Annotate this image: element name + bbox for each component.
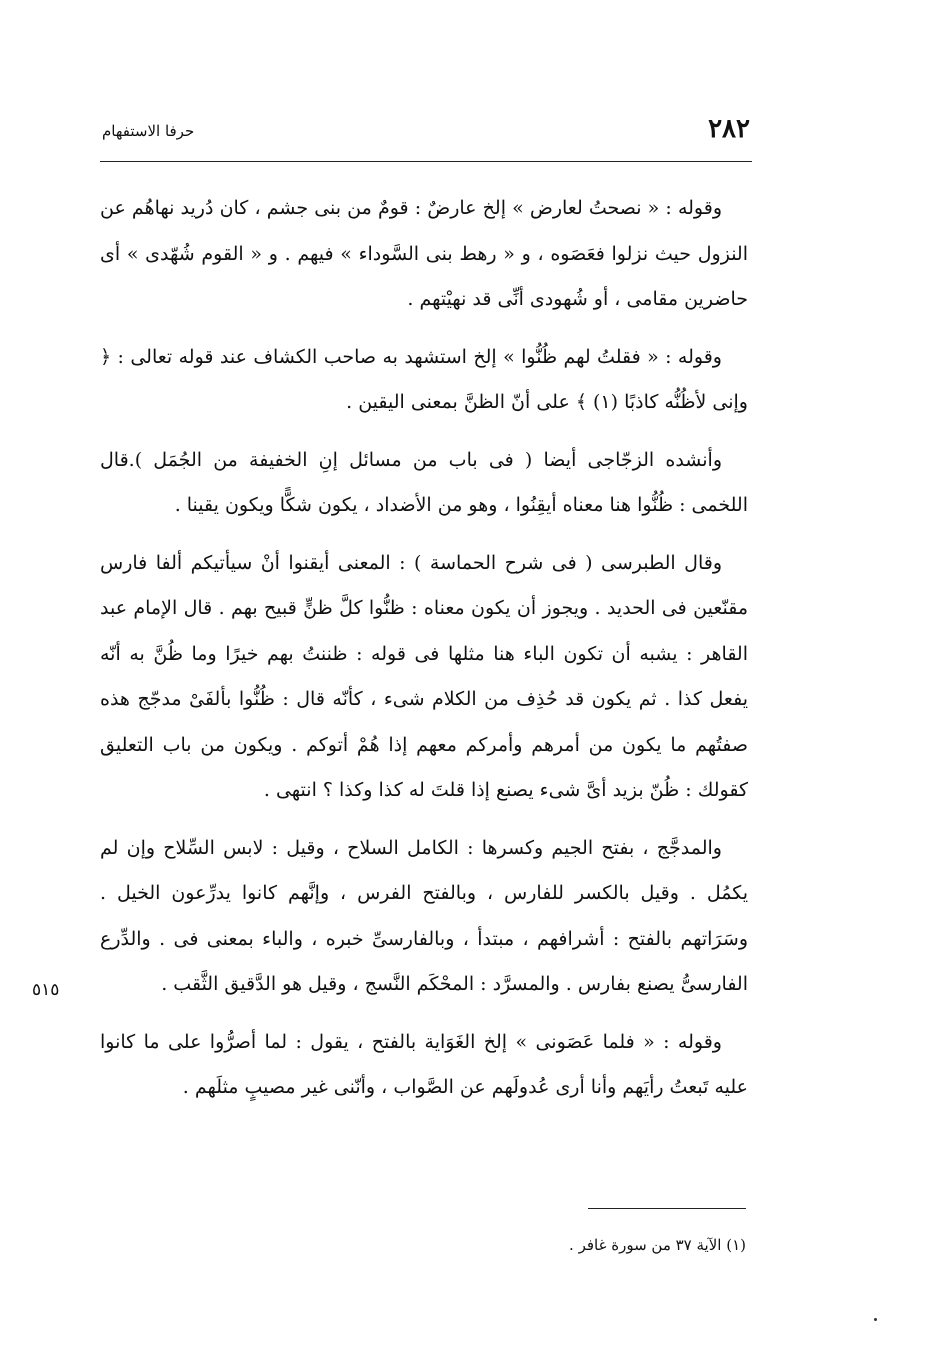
footnote: (١) الآية ٣٧ من سورة غافر . [569,1236,746,1254]
paragraph: وقال الطبرسى ( فى شرح الحماسة ) : المعنى أيقنوا أنْ سيأتيكم ألفا فارس مقنّعين فى الحديد . ويجوز أن يكون معناه : ظنُّوا كلَّ ظنٍّ قبيح بهم . قال الإمام عبد القاهر : يشبه أن تكون الباء هنا مثلها فى قوله : ظننتُ بهم خيرًا وما ظُنَّ به أنّه يفعل كذا . ثم يكون قد حُذِف من الكلام شىء ، كأنّه قال : ظُنُّوا بألفَىْ مدجّج هذه صفتُهم ما يكون من أمرهم وأمركم معهم إذا هُمْ أتوكم . ويكون من باب التعليق كقولك : ظُنّ بزيد أىَّ شىء يصنع إذا قلتَ له كذا وكذا ؟ انتهى . [100,551,748,801]
running-title: حرفا الاستفهام [102,122,195,140]
footnote-rule [588,1208,746,1209]
margin-line-number: ٥١٥ [32,980,60,1000]
body-text [100,186,748,1123]
paragraph: وقوله : « فقلتُ لهم ظُنُّوا » إلخ استشهد به صاحب الكشاف عند قوله تعالى : ﴿ وإنى لأظُنُّه كاذبًا (١) ﴾ على أنّ الظنَّ بمعنى اليقين . [100,345,748,413]
paragraph: والمدجَّج ، بفتح الجيم وكسرها : الكامل السلاح ، وقيل : لابس السِّلاح وإن لم يكمُل . وقيل بالكسر للفارس ، وبالفتح الفرس ، وإنَّهم كانوا يدرِّعون الخيل . وسَرَاتهم بالفتح : أشرافهم ، مبتدأ ، وبالفارسىِّ خبره ، والباء بمعنى فى . والدِّرع الفارسىُّ يصنع بفارس . والمسرَّد : المحْكَم النَّسج ، وقيل هو الدَّقيق الثَّقب . [100,836,748,995]
paragraph: وقوله : « نصحتُ لعارض » إلخ عارضٌ : قومٌ من بنى جشم ، كان دُريد نهاهُم عن النزول حيث نزلوا فعَصَوه ، و « رهط بنى السَّوداء » فيهم . و « القوم شُهّدى » أى حاضرين مقامى ، أو شُهودى أنِّى قد نهيْتهم . [100,197,748,310]
page-header [102,112,750,152]
paragraph: وأنشده الزجّاجى أيضا ( فى باب من مسائل إنِ الخفيفة من الجُمَل ).قال اللخمى : ظُنُّوا هنا معناه أيقِنُوا ، وهو من الأضداد ، يكون شكًّا ويكون يقينا . [100,448,748,516]
scan-speck [874,1318,877,1321]
header-rule [100,161,752,162]
page-number: ٢٨٢ [708,114,750,144]
paragraph: وقوله : « فلما عَصَونى » إلخ الغَوَاية بالفتح ، يقول : لما أصرُّوا على ما كانوا عليه تَبعتُ رأيَهم وأنا أرى عُدولَهم عن الصَّواب ، وأنّنى غير مصيبٍ مثلَهم . [100,1030,748,1098]
